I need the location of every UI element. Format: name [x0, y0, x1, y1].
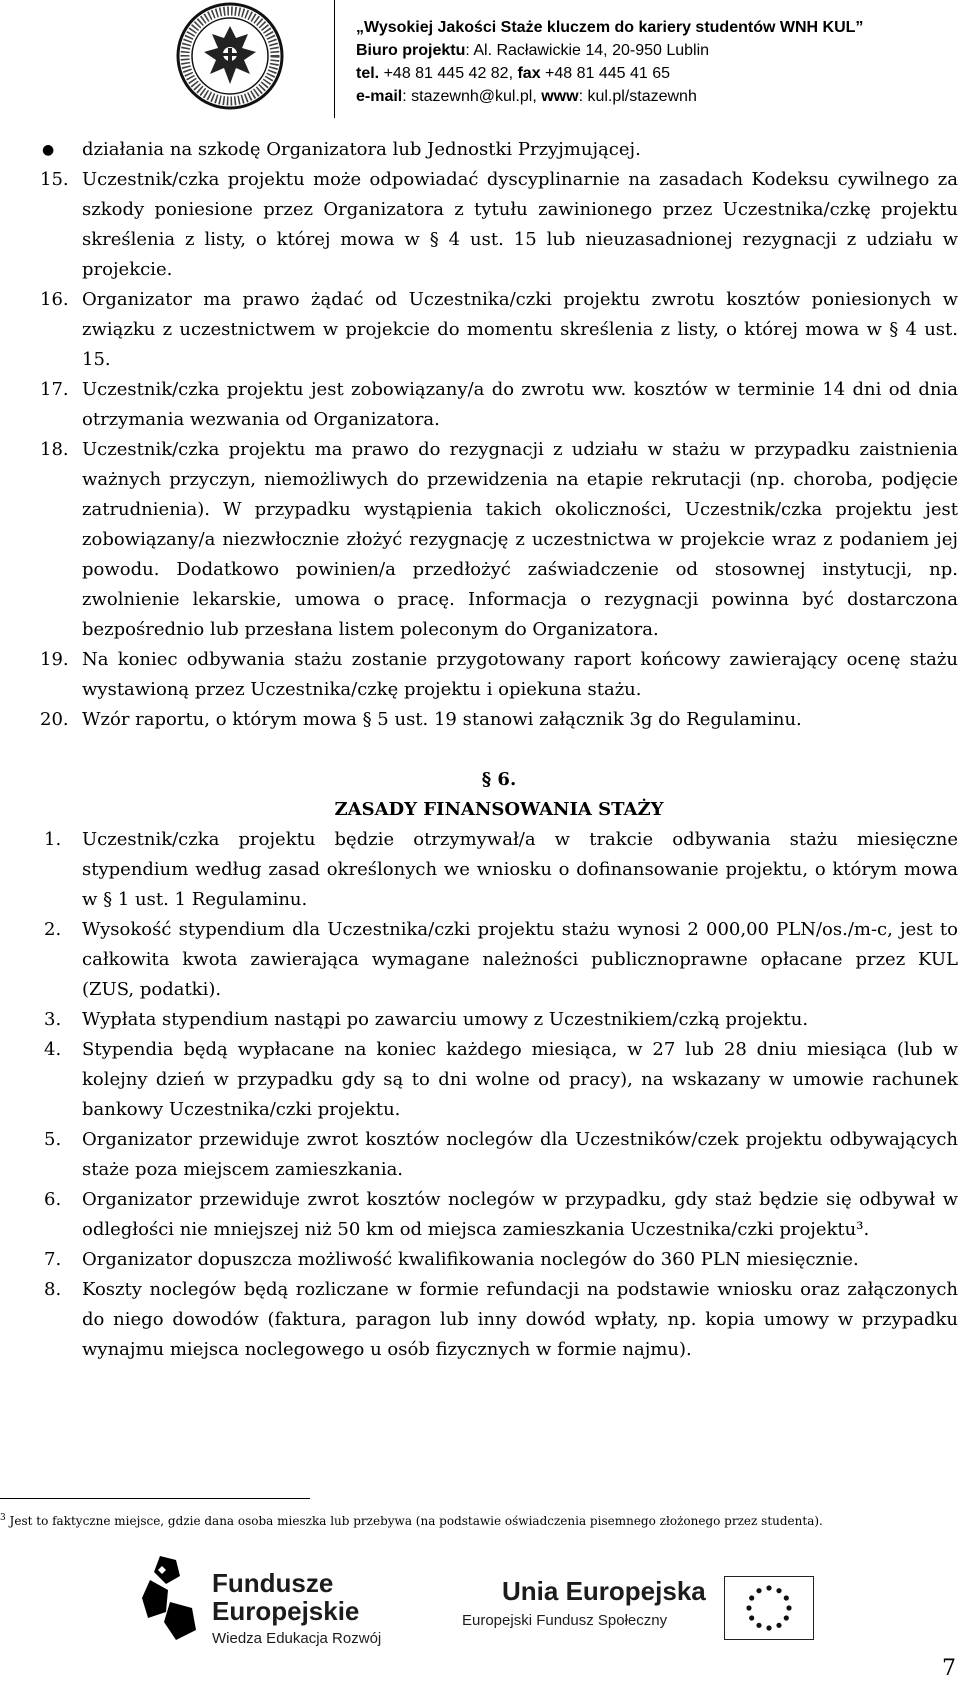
footnote-text: Jest to faktyczne miejsce, gdzie dana osoba mieszka lub przebywa (na podstawie oświadczenia pisemnego złożonego przez studenta). [5, 1514, 823, 1528]
list-item-5 [40, 1125, 958, 1185]
list-number: 20. [40, 709, 69, 730]
list-item-6 [40, 1185, 958, 1245]
list-text: Wzór raportu, o którym mowa § 5 ust. 19 stanowi załącznik 3g do Regulaminu. [82, 709, 802, 730]
list-number: 19. [40, 649, 69, 670]
university-seal-icon [176, 2, 284, 110]
bullet-icon: ● [42, 142, 55, 158]
fax-label: fax [517, 65, 541, 82]
list-text: Organizator przewiduje zwrot kosztów noclegów dla Uczestników/czek projektu odbywających staże poza miejscem zamieszkania. [82, 1129, 958, 1180]
ue-subtitle: Europejski Fundusz Społeczny [462, 1612, 668, 1629]
list-text: Wysokość stypendium dla Uczestnika/czki projektu stażu wynosi 2 000,00 PLN/os./m-c, jest to całkowita kwota zawierająca wymagane należności publicznoprawne opłacane przez KUL (ZUS, podatki). [82, 919, 958, 1000]
list-number: 16. [40, 289, 69, 310]
list-number: 5. [44, 1129, 62, 1150]
list-item-7 [40, 1245, 958, 1275]
list-text: Koszty noclegów będą rozliczane w formie refundacji na podstawie wniosku oraz załączonych do niego dowodów (faktura, paragon lub inny dowód wpłaty, np. kopia umowy w przypadku wynajmu miejsca noclegowego u osób fizycznych w formie najmu). [82, 1279, 958, 1360]
fe-line2: Europejskie [212, 1596, 360, 1626]
list-number: 18. [40, 439, 69, 460]
list-number: 15. [40, 169, 69, 190]
section-title: ZASADY FINANSOWANIA STAŻY [334, 799, 664, 820]
header-contact [356, 16, 863, 108]
office-address: : Al. Racławickie 14, 20-950 Lublin [465, 42, 710, 59]
fe-line3: Wiedza Edukacja Rozwój [212, 1630, 382, 1647]
list-item-15 [40, 165, 958, 285]
list-text: Stypendia będą wypłacane na koniec każdego miesiąca, w 27 lub 28 dniu miesiąca (lub w kolejny dzień w przypadku gdy są to dni wolne od pracy), na wskazany w umowie rachunek bankowy Uczestnika/czki projektu. [82, 1039, 958, 1120]
list-item-19 [40, 645, 958, 705]
eu-flag-icon [724, 1576, 814, 1640]
list-text: Uczestnik/czka projektu ma prawo do rezygnacji z udziału w stażu w przypadku zaistnienia ważnych przyczyn, niemożliwych do przewidzenia na etapie rekrutacji (np. choroba, podjęcie zatrudnienia). W przypadku wystąpienia takich okoliczności, Uczestnik/czka projektu jest zobowiązany/a niezwłocznie złożyć rezygnację z uczestnictwa w projekcie wraz z podaniem jej powodu. Dodatkowo powinien/a przedłożyć zaświadczenie od stosownej instytucji, np. zwolnienie lekarskie, umowa o pracę. Informacja o rezygnacji powinna być dostarczona bezpośrednio lub przesłana listem poleconym do Organizatora. [82, 439, 958, 640]
project-title: „Wysokiej Jakości Staże kluczem do kariery studentów WNH KUL” [356, 19, 864, 36]
list-number: 8. [44, 1279, 62, 1300]
list-item-4 [40, 1035, 958, 1125]
fundusze-europejskie-logo [140, 1546, 410, 1654]
header-divider [334, 0, 335, 118]
list-text: Wypłata stypendium nastąpi po zawarciu umowy z Uczestnikiem/czką projektu. [82, 1009, 809, 1030]
list-number: 4. [44, 1039, 62, 1060]
list-number: 2. [44, 919, 62, 940]
list-text: Organizator przewiduje zwrot kosztów noclegów w przypadku, gdy staż będzie się odbywał w odległości nie mniejszej niż 50 km od miejsca zamieszkania Uczestnika/czki projektu³. [82, 1189, 958, 1240]
list-item-3 [40, 1005, 958, 1035]
office-label: Biuro projektu [356, 42, 466, 59]
section-number: § 6. [481, 769, 517, 790]
list-number: 7. [44, 1249, 62, 1270]
www-label: www [541, 88, 579, 105]
list-item-17 [40, 375, 958, 435]
footnote-mark: 3 [0, 1513, 6, 1523]
unia-europejska-logo [462, 1576, 832, 1656]
list-item-18 [40, 435, 958, 645]
footnote-divider [0, 1498, 310, 1499]
list-item-2 [40, 915, 958, 1005]
list-text: Uczestnik/czka projektu może odpowiadać dyscyplinarnie na zasadach Kodeksu cywilnego za szkody poniesione przez Organizatora z tytułu zawinionego przez Uczestnika/czkę projektu skreślenia z listy, o której mowa w § 4 ust. 15 lub nieuzasadnionej rezygnacji z udziału w projekcie. [82, 169, 958, 280]
fe-line1: Fundusze [212, 1568, 334, 1598]
list-text: Organizator dopuszcza możliwość kwalifikowania noclegów do 360 PLN miesięcznie. [82, 1249, 859, 1270]
tel-number: +48 81 445 42 82, [379, 65, 518, 82]
list-text: Na koniec odbywania stażu zostanie przygotowany raport końcowy zawierający ocenę stażu wystawioną przez Uczestnika/czkę projektu i opiekuna stażu. [82, 649, 958, 700]
email-label: e-mail [356, 88, 403, 105]
list-number: 1. [44, 829, 62, 850]
list-number: 17. [40, 379, 69, 400]
email-address: : stazewnh@kul.pl, [402, 88, 542, 105]
list-item-20 [40, 705, 958, 735]
footnote [0, 1510, 900, 1529]
list-text: Uczestnik/czka projektu jest zobowiązany/a do zwrotu ww. kosztów w terminie 14 dni od dnia otrzymania wezwania od Organizatora. [82, 379, 958, 430]
bullet-item [40, 135, 958, 165]
list-item-1 [40, 825, 958, 915]
list-number: 6. [44, 1189, 62, 1210]
list-number: 3. [44, 1009, 62, 1030]
list-text: Organizator ma prawo żądać od Uczestnika/czki projektu zwrotu kosztów poniesionych w związku z uczestnictwem w projekcie do momentu skreślenia z listy, o której mowa w § 4 ust. 15. [82, 289, 958, 370]
fe-stars-icon [140, 1550, 200, 1642]
page-number: 7 [942, 1656, 956, 1681]
list-item-8 [40, 1275, 958, 1365]
list-text: Uczestnik/czka projektu będzie otrzymywał/a w trakcie odbywania stażu miesięczne stypendium według zasad określonych we wniosku o dofinansowanie projektu, o którym mowa w § 1 ust. 1 Regulaminu. [82, 829, 958, 910]
tel-label: tel. [356, 65, 380, 82]
ue-title: Unia Europejska [502, 1576, 706, 1606]
fax-number: +48 81 445 41 65 [540, 65, 671, 82]
bullet-text: działania na szkodę Organizatora lub Jednostki Przyjmującej. [82, 139, 641, 160]
document-body [40, 135, 958, 1365]
www-address: : kul.pl/stazewnh [578, 88, 697, 105]
list-item-16 [40, 285, 958, 375]
